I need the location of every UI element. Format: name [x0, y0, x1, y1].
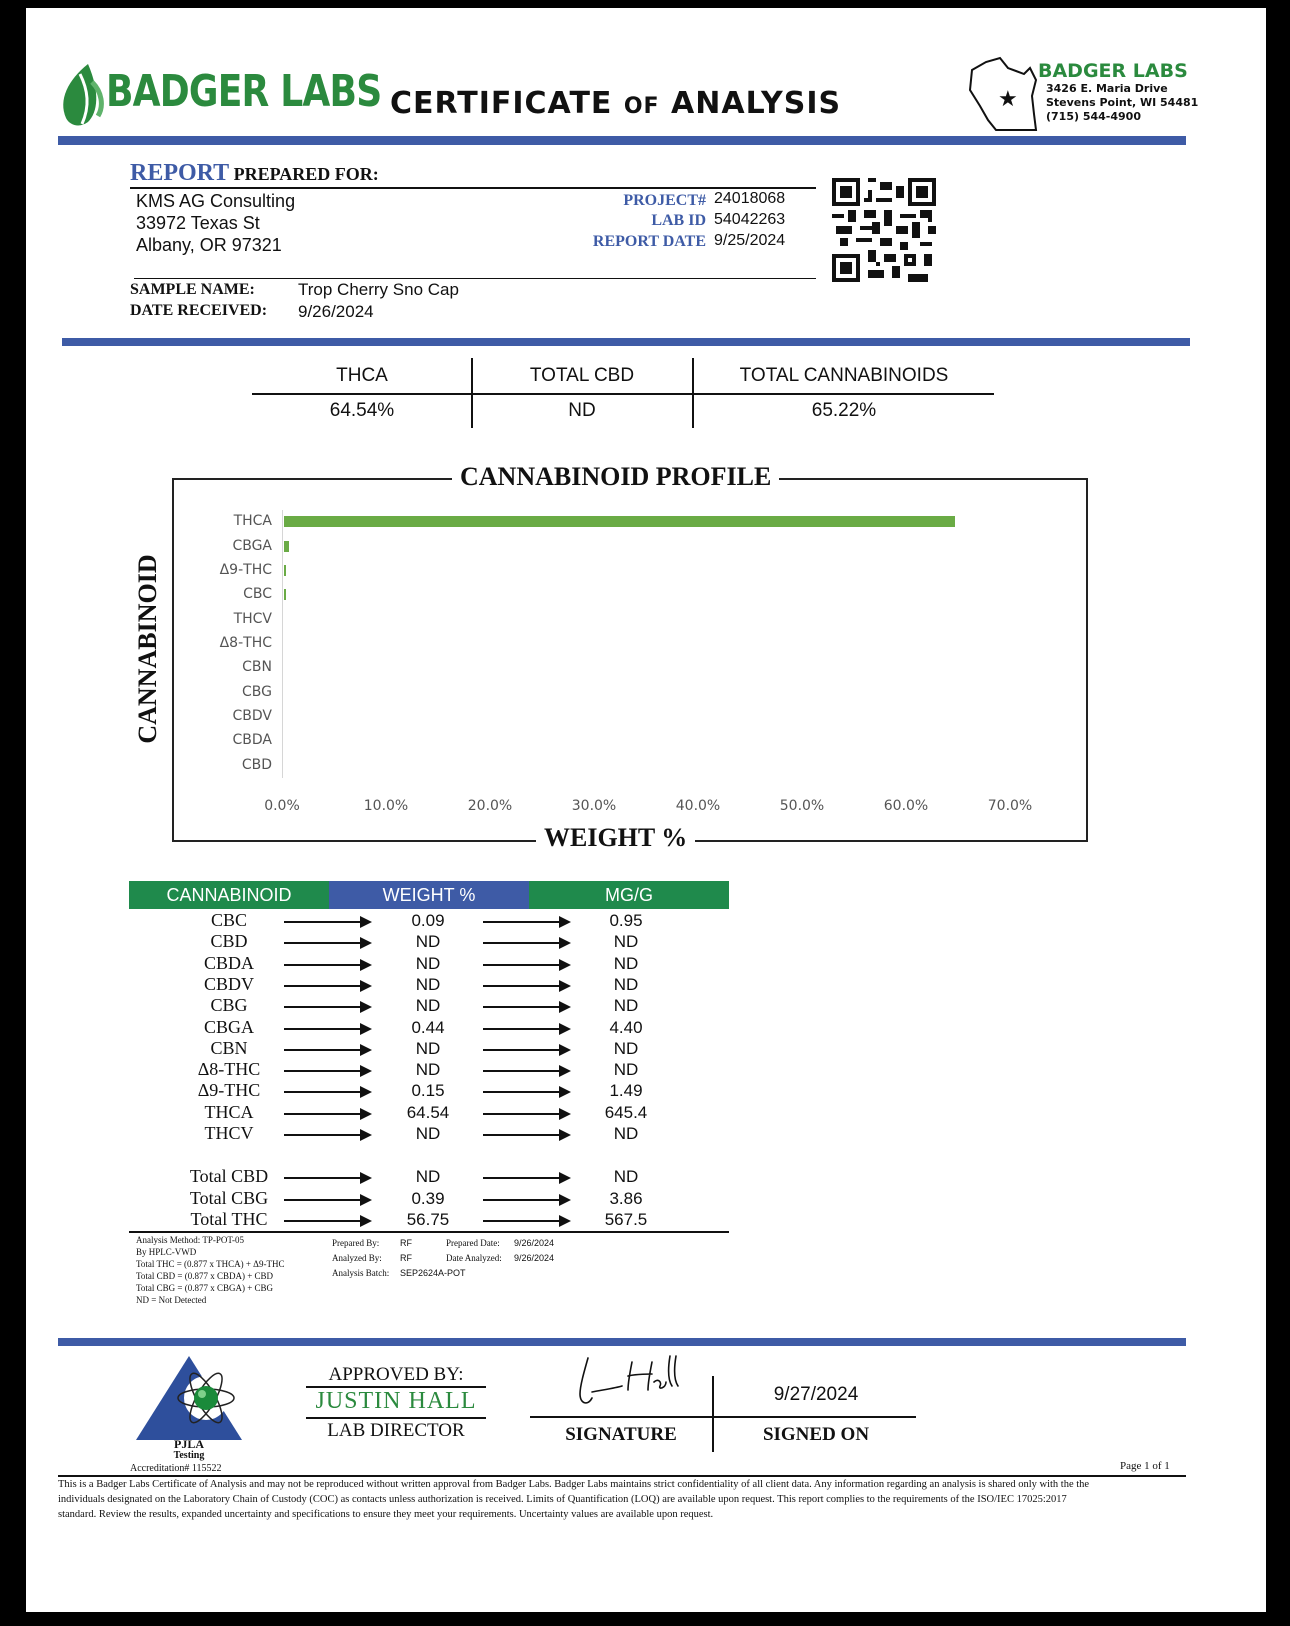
summary-thca-value: 64.54% [329, 400, 395, 421]
weight-value: ND [415, 1060, 441, 1080]
summary-total-label: TOTAL CANNABINOIDS [739, 365, 949, 386]
disclaimer: This is a Badger Labs Certificate of Analysis and may not be reproduced without written approval from Badger Labs. Badger Labs maintains strict confidentiality of all client data. Any information regarding an analysis is shared only with the the individuals designated on the Laboratory Chain of Custody (COC) as contacts unless authorization is received. Limits of Quantification (LOQ) are available upon request. This report complies to the requirements of the ISO/IEC 17025:2017 standard. Review the results, expanded uncertainty and specifications to ensure they meet your requirements. Uncertainty values are available upon request. [58, 1479, 1090, 1520]
arrow-icon [284, 1199, 370, 1201]
arrow-icon [483, 1177, 569, 1179]
mgg-value: ND [613, 1060, 639, 1080]
arrow-icon [483, 985, 569, 987]
approver-title: LAB DIRECTOR [327, 1420, 465, 1441]
table-row [129, 995, 729, 1016]
project-number: 24018068 [714, 190, 786, 207]
footer-divider [58, 1338, 1186, 1346]
arrow-icon [284, 1049, 370, 1051]
weight-value: ND [415, 974, 441, 994]
analysis-notes: Analysis Method: TP-POT-05 By HPLC-VWD Total THC = (0.877 x THCA) + Δ9-THC Total CBD = (0.877 x CBDA) + CBD Total CBG = (0.877 x CBGA) + CBG ND = Not Detected [136, 1235, 285, 1305]
report-heading: REPORT PREPARED FOR: [130, 160, 379, 186]
weight-value: ND [415, 953, 441, 973]
arrow-icon [483, 1006, 569, 1008]
cannabinoid-name: THCV [204, 1123, 254, 1143]
cannabinoid-name: THCA [204, 1101, 254, 1122]
signature-label: SIGNATURE [565, 1424, 677, 1445]
chart-y-tick: CBC [243, 586, 272, 603]
section-divider [62, 338, 1190, 346]
table-row [129, 1059, 729, 1080]
arrow-icon [483, 1134, 569, 1136]
table-row [129, 1080, 729, 1101]
cannabinoid-name: Δ8-THC [197, 1059, 261, 1080]
client-address [136, 190, 295, 256]
weight-value: 0.15 [411, 1081, 445, 1101]
mgg-value: ND [613, 953, 639, 973]
cannabinoid-name: CBD [210, 931, 248, 952]
mgg-value: 1.49 [609, 1081, 643, 1101]
header-divider [58, 136, 1186, 145]
document-title: CERTIFICATE OF ANALYSIS [390, 86, 842, 121]
arrow-icon [284, 1113, 370, 1115]
chart-bar [284, 565, 286, 576]
chart-plot-area [219, 510, 1033, 814]
table-header-mgg: MG/G [529, 881, 729, 909]
lab-name-right: BADGER LABS [1038, 60, 1188, 82]
weight-value: 0.09 [411, 911, 445, 930]
chart-bar [284, 589, 286, 600]
mgg-value: ND [613, 996, 639, 1016]
chart-x-tick: 0.0% [264, 798, 300, 814]
arrow-icon [483, 964, 569, 966]
client-city: Albany, OR 97321 [136, 235, 282, 255]
chart-x-tick: 10.0% [363, 798, 409, 814]
mgg-value: ND [613, 932, 639, 952]
cannabinoid-profile-chart [133, 462, 1088, 852]
chart-x-tick: 60.0% [883, 798, 929, 814]
summary-cbd-value: ND [568, 400, 596, 421]
certificate-page [26, 8, 1266, 1612]
table-row [129, 1123, 729, 1144]
arrow-icon [483, 1220, 569, 1222]
pjla-label: PJLA Testing [173, 1437, 205, 1461]
weight-value: ND [415, 1038, 441, 1058]
chart-x-tick: 40.0% [675, 798, 721, 814]
mgg-value: ND [613, 974, 639, 994]
signed-on-label: SIGNED ON [762, 1424, 870, 1445]
summary-thca-label: THCA [336, 365, 388, 386]
cannabinoid-name: CBC [210, 910, 248, 930]
cannabinoid-name: CBGA [203, 1016, 254, 1037]
mgg-value: 567.5 [604, 1210, 648, 1229]
table-row [129, 1017, 729, 1038]
chart-y-tick: CBGA [232, 537, 272, 554]
mgg-value: ND [613, 1124, 639, 1143]
lab-id: 54042263 [714, 211, 786, 228]
weight-value: 0.39 [411, 1188, 445, 1208]
cannabinoid-name: Total CBG [189, 1187, 269, 1208]
weight-value: ND [415, 932, 441, 952]
arrow-icon [483, 942, 569, 944]
date-labels: Prepared Date: Date Analyzed: [446, 1238, 502, 1263]
chart-y-tick: THCV [233, 610, 272, 627]
approved-by-label: APPROVED BY: [328, 1364, 464, 1385]
table-header-weight: WEIGHT % [329, 881, 529, 909]
chart-bar [284, 541, 289, 552]
chart-y-label: CANNABINOID [133, 549, 163, 749]
weight-value: ND [415, 996, 441, 1016]
cannabinoid-name: CBG [210, 995, 248, 1016]
arrow-icon [284, 942, 370, 944]
cannabinoid-name: Total CBD [189, 1166, 269, 1186]
table-row [129, 974, 729, 995]
total-row [129, 1209, 729, 1230]
table-header-cannabinoid: CANNABINOID [129, 881, 329, 909]
arrow-icon [483, 1199, 569, 1201]
arrow-icon [483, 1070, 569, 1072]
project-label: PROJECT# [623, 192, 706, 209]
arrow-icon [284, 985, 370, 987]
summary-cbd-label: TOTAL CBD [529, 365, 635, 386]
signed-date: 9/27/2024 [773, 1384, 859, 1405]
pjla-accreditation-logo-icon [134, 1354, 244, 1444]
table-row [129, 931, 729, 952]
page-number: Page 1 of 1 [1120, 1460, 1170, 1472]
chart-x-tick: 50.0% [779, 798, 825, 814]
lab-address: 3426 E. Maria Drive Stevens Point, WI 54481 (715) 544-4900 [1046, 82, 1199, 123]
arrow-icon [284, 1028, 370, 1030]
accreditation-number: Accreditation# 115522 [130, 1463, 222, 1474]
mgg-value: 0.95 [609, 911, 643, 930]
arrow-icon [284, 921, 370, 923]
report-date-label: REPORT DATE [592, 233, 706, 250]
arrow-icon [284, 1177, 370, 1179]
mgg-value: 4.40 [609, 1017, 643, 1037]
arrow-icon [483, 1049, 569, 1051]
chart-y-tick: CBDA [232, 732, 272, 749]
weight-value: 64.54 [406, 1102, 450, 1122]
handwritten-signature-icon [562, 1352, 692, 1416]
prep-labels: Prepared By: Analyzed By: Analysis Batch: [332, 1238, 390, 1278]
weight-value: ND [415, 1167, 441, 1186]
cannabinoid-name: CBDA [203, 952, 254, 973]
leaf-logo-icon [58, 62, 104, 128]
chart-y-tick: CBG [242, 683, 272, 700]
brand-logo-text: BADGER LABS [106, 66, 382, 117]
report-date: 9/25/2024 [714, 232, 786, 249]
weight-value: 0.44 [411, 1017, 445, 1037]
chart-y-tick: CBD [241, 756, 272, 773]
cannabinoid-name: CBN [210, 1037, 248, 1058]
mgg-value: ND [613, 1038, 639, 1058]
total-row [129, 1188, 729, 1209]
svg-text:★: ★ [998, 87, 1018, 112]
chart-x-tick: 70.0% [987, 798, 1033, 814]
sample-name: Trop Cherry Sno Cap [298, 280, 459, 299]
labid-label: LAB ID [651, 212, 706, 229]
arrow-icon [284, 1220, 370, 1222]
client-street: 33972 Texas St [136, 213, 260, 233]
table-row [129, 910, 729, 931]
arrow-icon [284, 1006, 370, 1008]
date-values: 9/26/2024 9/26/2024 [514, 1238, 555, 1263]
date-received: 9/26/2024 [298, 302, 374, 321]
client-name: KMS AG Consulting [136, 191, 296, 211]
table-row [129, 953, 729, 974]
arrow-icon [284, 964, 370, 966]
qr-code-icon [832, 178, 936, 282]
sample-name-label: SAMPLE NAME: [130, 281, 255, 298]
weight-value: ND [415, 1124, 441, 1143]
cannabinoid-name: CBDV [203, 973, 254, 994]
chart-y-tick: CBN [242, 659, 272, 676]
chart-title: CANNABINOID PROFILE [452, 462, 779, 492]
arrow-icon [284, 1134, 370, 1136]
summary-total-value: 65.22% [811, 400, 877, 421]
wisconsin-map-icon [966, 50, 1046, 136]
chart-y-tick: Δ8-THC [219, 635, 272, 651]
mgg-value: 645.4 [604, 1102, 648, 1122]
chart-y-tick: THCA [233, 513, 272, 530]
arrow-icon [483, 921, 569, 923]
total-row [129, 1166, 729, 1187]
arrow-icon [284, 1091, 370, 1093]
table-row [129, 1102, 729, 1123]
prep-values: RF RF SEP2624A-POT [400, 1238, 466, 1278]
weight-value: 56.75 [406, 1210, 450, 1229]
chart-bar [284, 516, 955, 527]
chart-x-tick: 30.0% [571, 798, 617, 814]
arrow-icon [284, 1070, 370, 1072]
table-row [129, 1038, 729, 1059]
arrow-icon [483, 1091, 569, 1093]
arrow-icon [483, 1113, 569, 1115]
mgg-value: 3.86 [609, 1188, 643, 1208]
date-received-label: DATE RECEIVED: [130, 302, 268, 319]
approver-name: JUSTIN HALL [315, 1388, 477, 1414]
chart-y-tick: CBDV [232, 708, 272, 725]
mgg-value: ND [613, 1167, 639, 1186]
chart-x-label: WEIGHT % [536, 823, 695, 853]
chart-y-tick: Δ9-THC [219, 561, 272, 578]
chart-x-tick: 20.0% [467, 798, 513, 814]
cannabinoid-name: Δ9-THC [197, 1080, 261, 1101]
cannabinoid-name: Total THC [190, 1209, 268, 1229]
arrow-icon [483, 1028, 569, 1030]
